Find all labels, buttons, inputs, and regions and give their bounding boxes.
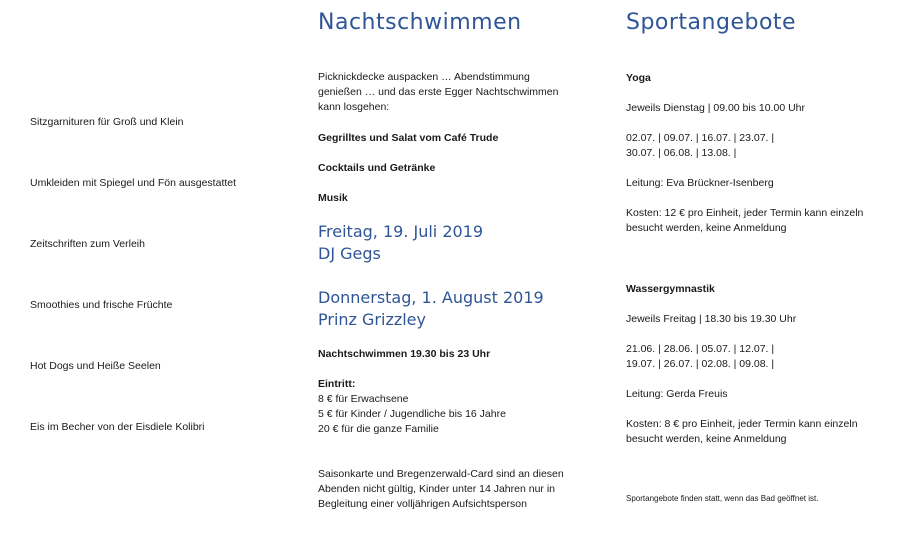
course-name: Wassergymnastik — [626, 283, 715, 295]
ticket-note: Saisonkarte und Bregenzerwald-Card sind an diesen Abenden nicht gültig, Kinder unter 14 Jahren nur in Begleitung einer volljährigen Aufsichtsperson — [318, 468, 564, 510]
course-schedule: Jeweils Dienstag | 09.00 bis 10.00 Uhr — [626, 102, 805, 114]
course-dates: 21.06. | 28.06. | 05.07. | 12.07. | 19.07. | 26.07. | 02.08. | 09.08. | — [626, 343, 775, 370]
course-name: Yoga — [626, 72, 651, 84]
event-time: Nachtschwimmen 19.30 bis 23 Uhr — [318, 348, 491, 360]
intro-text: Picknickdecke auspacken … Abendstimmung genießen … und das erste Egger Nachtschwimmen kann losgehen: — [318, 71, 559, 113]
amenity-item: Hot Dogs und Heiße Seelen — [30, 360, 161, 372]
amenity-item: Zeitschriften zum Verleih — [30, 238, 145, 250]
event-date: Donnerstag, 1. August 2019 — [318, 288, 544, 307]
event-act: Prinz Grizzley — [318, 310, 426, 329]
event-date: Freitag, 19. Juli 2019 — [318, 222, 484, 241]
course-cost: Kosten: 12 € pro Einheit, jeder Termin kann einzeln besucht werden, keine Anmeldung — [626, 207, 864, 234]
event-act: DJ Gegs — [318, 244, 381, 263]
offer-item: Cocktails und Getränke — [318, 162, 436, 174]
amenity-item: Eis im Becher von der Eisdiele Kolibri — [30, 421, 205, 433]
section-title: Sportangebote — [626, 10, 797, 35]
offer-item: Musik — [318, 192, 348, 204]
footnote: Sportangebote finden statt, wenn das Bad geöffnet ist. — [626, 494, 819, 503]
course-lead: Leitung: Gerda Freuis — [626, 388, 728, 400]
amenity-item: Umkleiden mit Spiegel und Fön ausgestattet — [30, 177, 237, 189]
price-list: Eintritt: 8 € für Erwachsene 5 € für Kinder / Jugendliche bis 16 Jahre 20 € für die ganze Familie — [318, 378, 506, 435]
course-cost: Kosten: 8 € pro Einheit, jeder Termin kann einzeln besucht werden, keine Anmeldung — [626, 418, 858, 445]
course-dates: 02.07. | 09.07. | 16.07. | 23.07. | 30.07. | 06.08. | 13.08. | — [626, 132, 775, 159]
section-title: Nachtschwimmen — [318, 10, 522, 35]
amenity-item: Sitzgarnituren für Groß und Klein — [30, 116, 184, 128]
course-schedule: Jeweils Freitag | 18.30 bis 19.30 Uhr — [626, 313, 797, 325]
amenity-item: Smoothies und frische Früchte — [30, 299, 173, 311]
course-lead: Leitung: Eva Brückner-Isenberg — [626, 177, 774, 189]
offer-item: Gegrilltes und Salat vom Café Trude — [318, 132, 499, 144]
